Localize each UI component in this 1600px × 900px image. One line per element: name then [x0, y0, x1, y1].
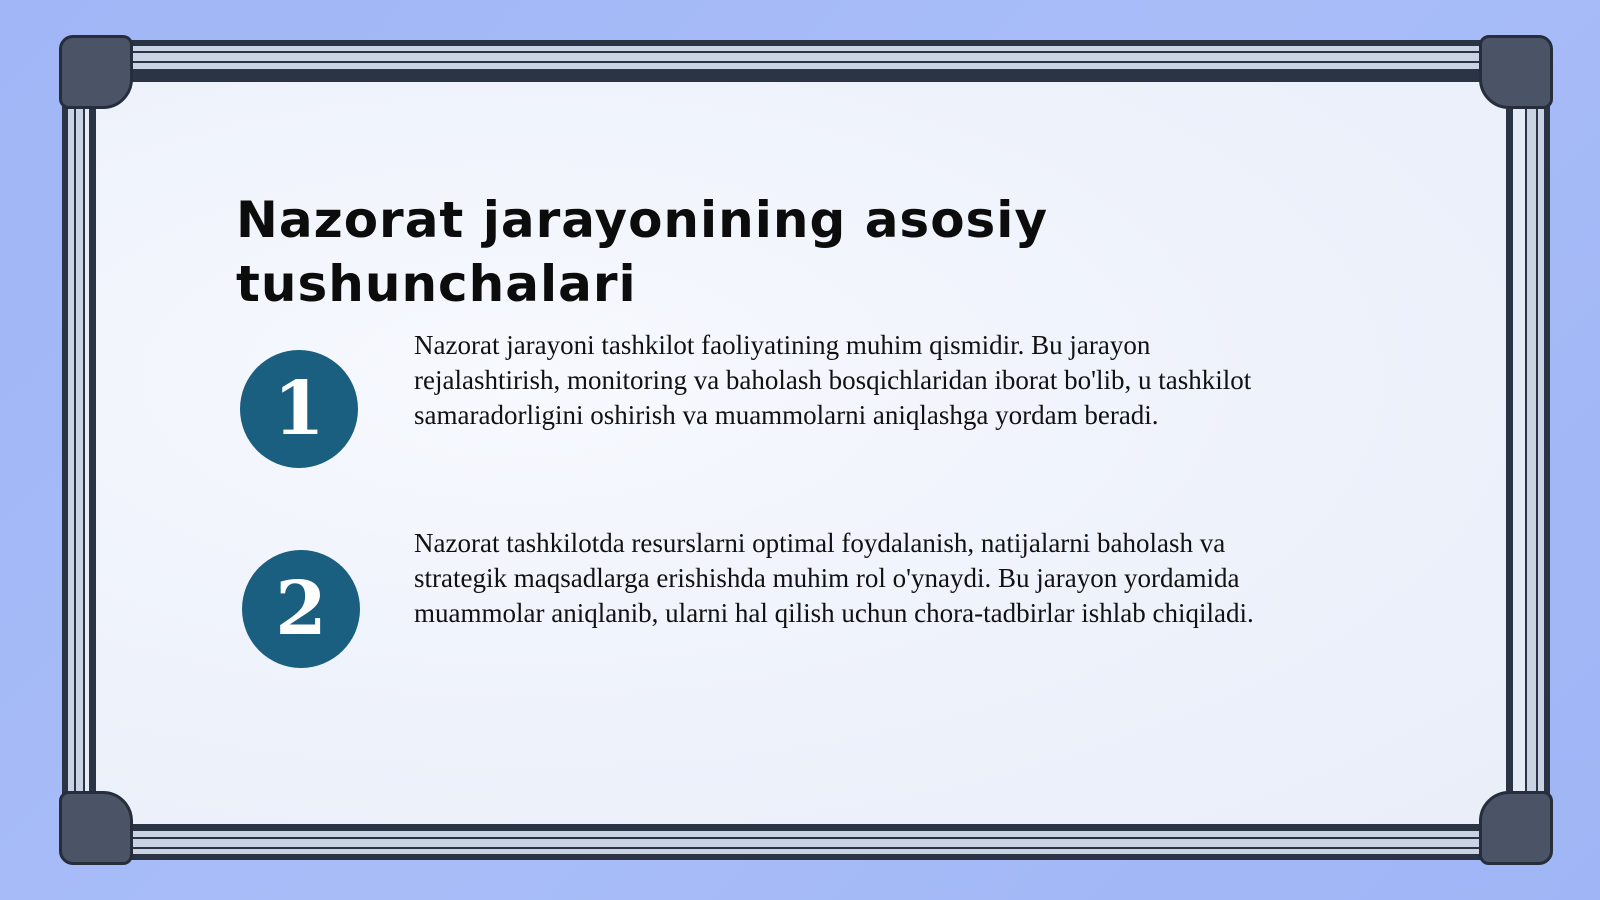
frame-rail-bottom: [65, 825, 1547, 857]
frame-corner-cap: [1479, 35, 1553, 109]
whiteboard-surface: [93, 79, 1509, 827]
frame-corner-cap: [1479, 791, 1553, 865]
item-text: Nazorat jarayoni tashkilot faoliyatining muhim qismidir. Bu jarayon rejalashtirish, monitoring va baholash bosqichlaridan iborat bo'lib, u tashkilot samaradorligini oshirish va muammolarni aniqlashga yordam beradi.: [414, 330, 1252, 430]
frame-rail-top: [65, 43, 1547, 75]
frame-rail-right: [1509, 43, 1547, 857]
frame-corner-cap: [59, 35, 133, 109]
number-badge: 2: [242, 550, 360, 668]
slide-title: Nazorat jarayonining asosiy tushunchalari: [236, 191, 1049, 313]
frame-rail-left: [65, 43, 93, 857]
item-text: Nazorat tashkilotda resurslarni optimal foydalanish, natijalarni baholash va strategik maqsadlarga erishishda muhim rol o'ynaydi. Bu jarayon yordamida muammolar aniqlanib, ularni hal qilish uchun chora-tadbirlar ishlab chiqiladi.: [414, 528, 1254, 628]
number-badge: 1: [240, 350, 358, 468]
whiteboard-frame: [62, 40, 1550, 860]
frame-corner-cap: [59, 791, 133, 865]
